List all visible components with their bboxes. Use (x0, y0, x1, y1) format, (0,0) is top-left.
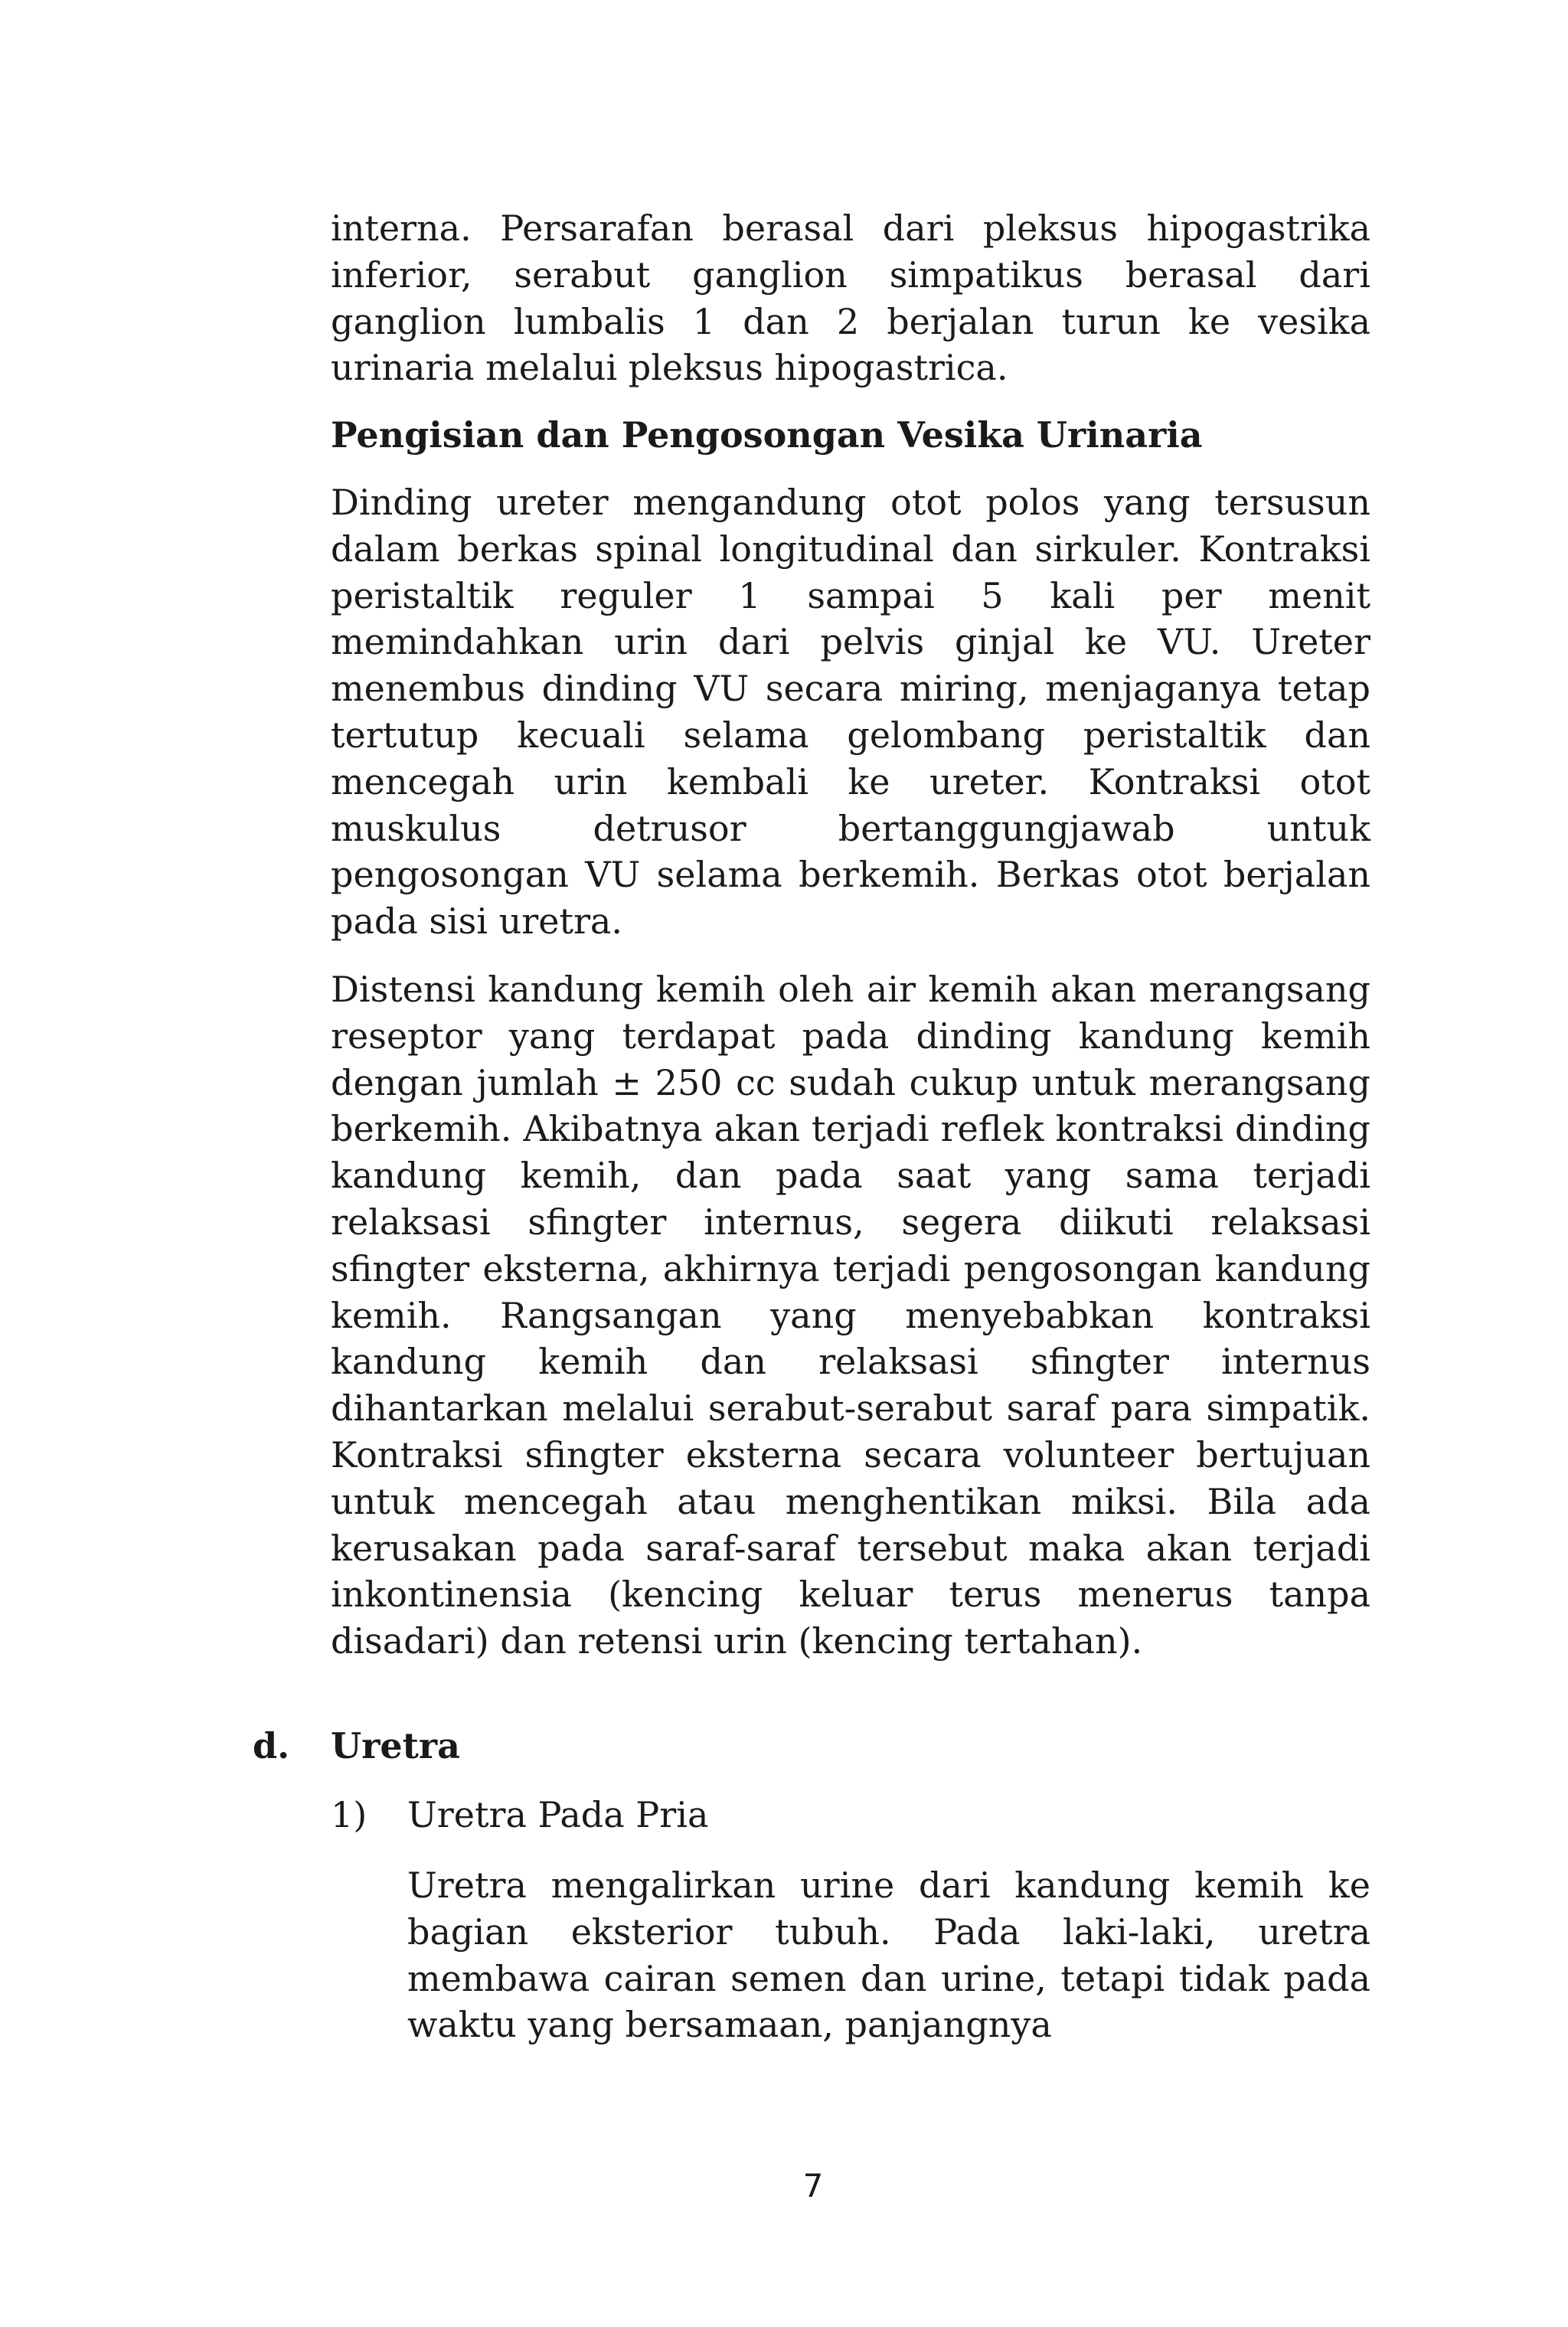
paragraph-uretra-pria: Uretra mengalirkan urine dari kandung kemih ke bagian eksterior tubuh. Pada laki-laki, uretra membawa cairan semen dan urine, tetapi tidak pada waktu yang bersamaan, panjangnya (407, 1865, 1370, 2046)
list-item-number: 1) (331, 1794, 368, 1835)
subheading-pengisian: Pengisian dan Pengosongan Vesika Urinaria (331, 414, 1203, 456)
list-item-label: Uretra Pada Pria (407, 1794, 709, 1835)
section-title-uretra: Uretra (331, 1725, 460, 1766)
page-number: 7 (802, 2167, 824, 2204)
section-letter: d. (253, 1725, 290, 1766)
paragraph-ureter: Dinding ureter mengandung otot polos yang tersusun dalam berkas spinal longitudinal dan sirkuler. Kontraksi peristaltik reguler 1 sampai 5 kali per menit memindahkan urin dari pelvis ginjal ke VU. Ureter menembus dinding VU secara miring, menjaganya tetap tertutup kecuali selama gelombang peristaltik dan mencegah urin kembali ke ureter. Kontraksi otot muskulus detrusor bertanggungjawab untuk pengosongan VU selama berkemih. Berkas otot berjalan pada sisi uretra. (331, 482, 1370, 943)
paragraph-distensi: Distensi kandung kemih oleh air kemih akan merangsang reseptor yang terdapat pada dinding kandung kemih dengan jumlah ± 250 cc sudah cukup untuk merangsang berkemih. Akibatnya akan terjadi reflek kontraksi dinding kandung kemih, dan pada saat yang sama terjadi relaksasi sfingter internus, segera diikuti relaksasi sfingter eksterna, akhirnya terjadi pengosongan kandung kemih. Rangsangan yang menyebabkan kontraksi kandung kemih dan relaksasi sfingter internus dihantarkan melalui serabut-serabut saraf para simpatik. Kontraksi sfingter eksterna secara volunteer bertujuan untuk mencegah atau menghentikan miksi. Bila ada kerusakan pada saraf-saraf tersebut maka akan terjadi inkontinensia (kencing keluar terus menerus tanpa disadari) dan retensi urin (kencing tertahan). (331, 969, 1370, 1662)
paragraph-intro: interna. Persarafan berasal dari pleksus hipogastrika inferior, serabut ganglion simpatikus berasal dari ganglion lumbalis 1 dan 2 berjalan turun ke vesika urinaria melalui pleksus hipogastrica. (331, 208, 1370, 389)
